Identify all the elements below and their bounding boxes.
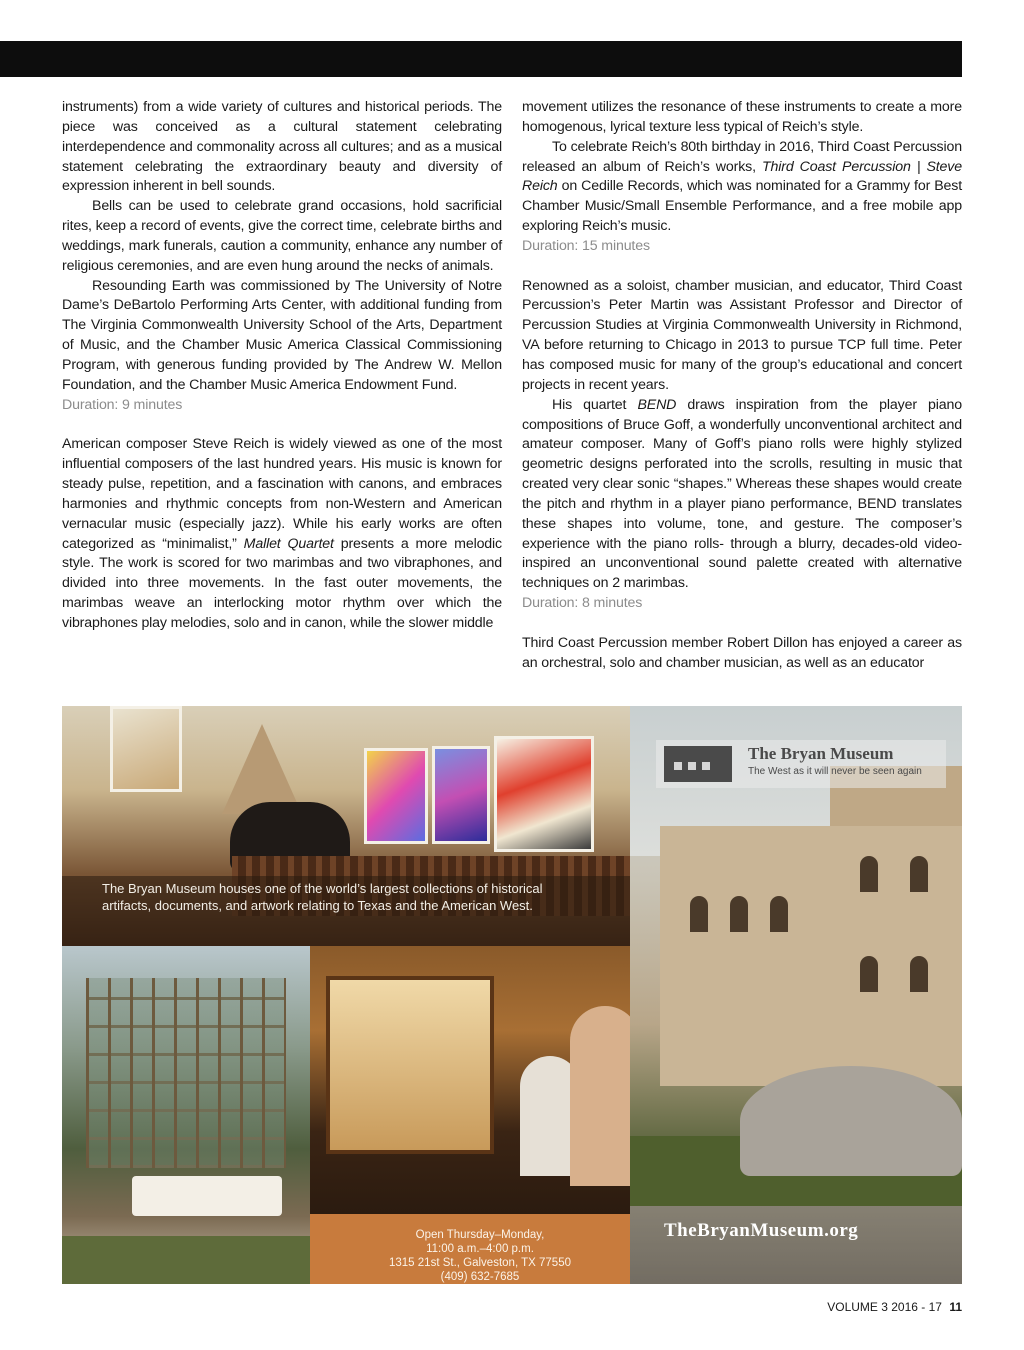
- paragraph: Resounding Earth was commissioned by The University of Notre Dame’s DeBartolo Performing Arts Center, with additional funding from The Virginia Commonwealth University School of the Arts, Department of Music, and the Chamber Music America Classical Commissioning Program, with generous funding provided by The Andrew W. Mellon Foundation, and the Chamber Music America Endowment Fund.: [62, 277, 502, 393]
- hours-time: 11:00 a.m.–4:00 p.m.: [426, 1243, 534, 1255]
- paragraph: Renowned as a soloist, chamber musician, and educator, Third Coast Percussion’s Peter Martin was Assistant Professor and Director of Percussion Studies at Virginia Commonwealth University in Richmond, VA before returning to Chicago in 2013 to pursue TCP full time. Peter has composed music for many of the group’s educational and concert projects in recent years.: [522, 277, 962, 393]
- paragraph: [522, 396, 962, 594]
- text-run: His quartet: [552, 396, 638, 413]
- gallery-photo: [62, 706, 630, 946]
- paragraph: [62, 435, 502, 633]
- duration-note: Duration: 8 minutes: [522, 595, 643, 612]
- museum-advertisement: [62, 706, 962, 1284]
- text-run: draws inspiration from the player piano compositions of Bruce Goff, a wonderfully unconventional architect and amateur composer. Many of Goff’s piano rolls were highly stylized geometric designs perforated into the scrolls, resulting in music that created very clear sonic “shapes.” Whereas these shapes would create the pitch and rhythm in a player piano performance, BEND translates these shapes into volume, tone, and gesture. The composer’s experience with the piano rolls- through a blurry, decades-old video- inspired an unconventional sound palette created with alternative techniques on 2 marimbas.: [522, 396, 962, 592]
- paragraph: Bells can be used to celebrate grand occasions, hold sacrificial rites, keep a record of events, give the correct time, celebrate births and weddings, mark funerals, caution a community, enhance any number of religious ceremonies, and are even hung around the necks of animals.: [62, 198, 502, 274]
- hours-days: Open Thursday–Monday,: [415, 1229, 545, 1241]
- left-column: [62, 98, 502, 634]
- museum-website: TheBryanMuseum.org: [664, 1220, 859, 1241]
- fountain: [740, 1066, 962, 1176]
- duration-note: Duration: 9 minutes: [62, 396, 183, 413]
- exhibit-photo: [310, 946, 630, 1284]
- display-case: [326, 976, 494, 1154]
- album-title: Third Coast Percussion | Steve Reich: [522, 158, 962, 195]
- phone: (409) 632-7685: [440, 1271, 520, 1283]
- issue-label: VOLUME 3 2016 - 17: [827, 1300, 942, 1314]
- conservatory-photo: [62, 946, 310, 1284]
- glass-pavilion: [86, 978, 286, 1168]
- ad-caption: [102, 880, 602, 914]
- museum-name: The Bryan Museum: [748, 744, 894, 763]
- text-run: To celebrate Reich’s 80th birthday in 2016, Third Coast Percussion released an album of Reich’s works,: [522, 138, 962, 175]
- museum-logo: [656, 740, 946, 788]
- text-run: American composer Steve Reich is widely viewed as one of the most influential composers of the last hundred years. His music is known for steady pulse, repetition, and a fascination with canons, and embraces harmonies and rhythmic concepts from non-Western and American vernacular music (especially jazz). While his early works are often categorized as “minimalist,”: [62, 436, 502, 552]
- visitor: [570, 1006, 630, 1186]
- page-footer: [600, 1300, 962, 1314]
- caption-line: The Bryan Museum houses one of the world’s largest collections of historical: [102, 881, 543, 896]
- dining-table: [132, 1176, 282, 1216]
- work-title: BEND: [637, 396, 677, 413]
- paragraph: Third Coast Percussion member Robert Dillon has enjoyed a career as an orchestral, solo and chamber musician, as well as an educator: [522, 634, 962, 671]
- right-column: [522, 98, 962, 673]
- museum-building-photo: [630, 706, 962, 1284]
- text-run: presents a more melodic style. The work is scored for two marimbas and two vibraphones, and divided into three movements. In the fast outer movements, the marimbas weave an interlocking motor rhythm over which the vibraphones play melodies, solo and in canon, while the slower middle: [62, 535, 502, 631]
- paragraph: instruments) from a wide variety of cultures and historical periods. The piece was conceived as a cultural statement celebrating interdependence and commonality across all cultures; and as a musical statement celebrating the extraordinary beauty and diversity of expression inherent in bell sounds.: [62, 99, 502, 195]
- address: 1315 21st St., Galveston, TX 77550: [389, 1257, 571, 1269]
- text-run: on Cedille Records, which was nominated for a Grammy for Best Chamber Music/Small Ensemble Performance, and a free mobile app exploring Reich’s music.: [522, 178, 962, 235]
- tipi-model: [222, 724, 302, 814]
- paragraph: movement utilizes the resonance of these instruments to create a more homogenous, lyrical texture less typical of Reich’s style.: [522, 99, 962, 135]
- visit-info: [370, 1228, 590, 1284]
- work-title: Mallet Quartet: [243, 535, 334, 552]
- pop-art-portrait: [432, 746, 490, 844]
- caption-line: artifacts, documents, and artwork relating to Texas and the American West.: [102, 898, 533, 913]
- page-number: 11: [949, 1300, 962, 1314]
- paragraph: [522, 138, 962, 237]
- pop-art-portrait: [494, 736, 594, 852]
- building-logo-icon: [664, 746, 732, 782]
- portrait-painting: [110, 706, 182, 792]
- header-bar: [0, 41, 962, 77]
- pop-art-portrait: [364, 748, 428, 844]
- museum-tagline: The West as it will never be seen again: [748, 766, 922, 777]
- duration-note: Duration: 15 minutes: [522, 237, 650, 254]
